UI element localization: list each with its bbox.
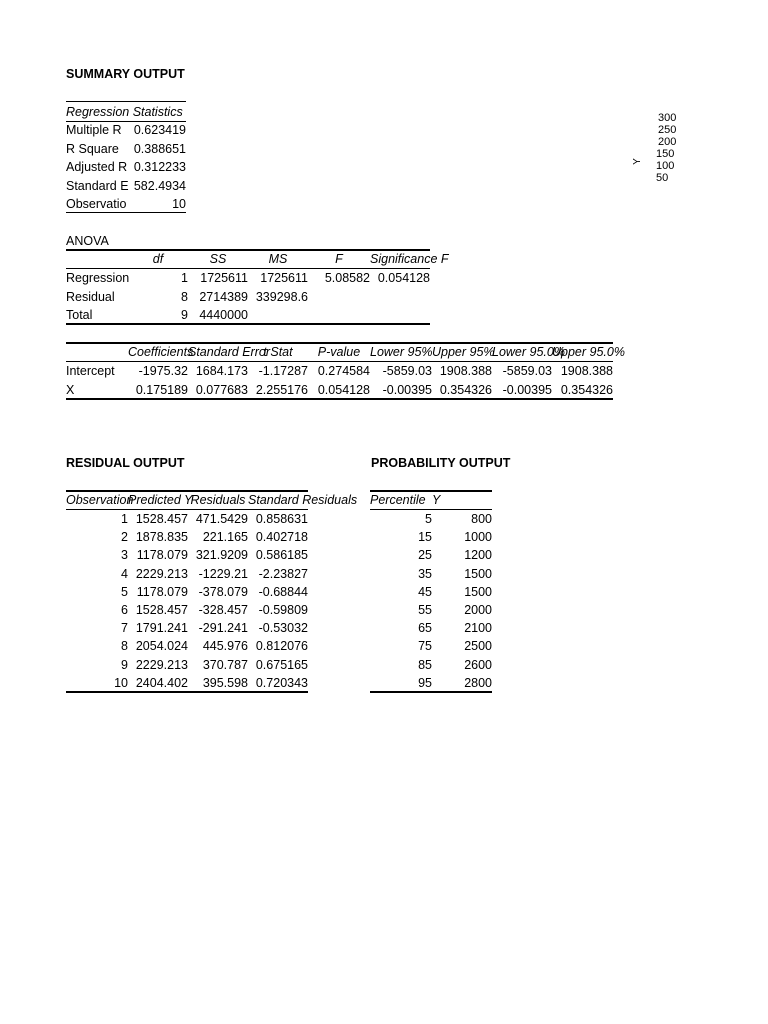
anova-cell bbox=[308, 288, 370, 306]
regstat-label: Multiple R bbox=[66, 123, 122, 137]
probability-title: PROBABILITY OUTPUT bbox=[371, 456, 511, 470]
coef-header-cell: Upper 95.0% bbox=[552, 345, 625, 359]
probability-cell: 2800 bbox=[464, 675, 492, 690]
probability-cell: 1200 bbox=[464, 548, 492, 563]
anova-header-cell: MS bbox=[268, 252, 288, 266]
anova-row-label: Total bbox=[66, 308, 93, 322]
probability-cell: 45 bbox=[418, 584, 432, 599]
residual-cell: 1178.079 bbox=[136, 584, 188, 599]
residual-cell: 0.586185 bbox=[255, 548, 308, 563]
coef-cell: 0.354326 bbox=[560, 382, 613, 397]
probability-bottom-rule bbox=[370, 691, 492, 693]
residual-cell: 1878.835 bbox=[135, 530, 188, 545]
probability-cell: 5 bbox=[425, 512, 432, 526]
residual-cell: 2 bbox=[121, 530, 128, 545]
residual-cell: 2229.213 bbox=[135, 566, 188, 581]
probability-header-cell: Y bbox=[432, 493, 441, 507]
probability-cell: 65 bbox=[418, 621, 432, 636]
coef-cell: 1908.388 bbox=[560, 364, 613, 378]
residual-cell: 4 bbox=[121, 566, 128, 581]
probability-cell: 75 bbox=[418, 639, 432, 654]
anova-cell: 1 bbox=[181, 271, 188, 285]
residual-cell: -0.68844 bbox=[258, 584, 308, 599]
residual-cell: 2054.024 bbox=[135, 639, 188, 654]
coef-cell: -5859.03 bbox=[502, 364, 552, 378]
coef-row-label: Intercept bbox=[66, 364, 115, 378]
coef-cell: 0.354326 bbox=[439, 382, 492, 397]
residual-cell: 370.787 bbox=[202, 657, 248, 672]
coef-header-cell: Upper 95% bbox=[432, 345, 495, 359]
anova-cell: 1725611 bbox=[200, 271, 248, 285]
residual-cell: 2404.402 bbox=[135, 675, 188, 690]
chart-tick-label: 300 bbox=[658, 112, 677, 124]
coef-cell: 2.255176 bbox=[255, 382, 308, 397]
anova-cell bbox=[370, 306, 430, 324]
coef-header-cell: P-value bbox=[317, 345, 361, 359]
regstat-label: Observatio bbox=[66, 197, 127, 211]
residual-cell: 7 bbox=[121, 621, 128, 636]
probability-cell: 55 bbox=[418, 603, 432, 617]
anova-cell: 1725611 bbox=[260, 271, 308, 285]
coef-cell: -1.17287 bbox=[258, 364, 308, 378]
anova-cell: 0.054128 bbox=[377, 271, 430, 285]
regstat-value: 0.623419 bbox=[133, 123, 186, 137]
coef-cell: -1975.32 bbox=[138, 364, 188, 378]
anova-cell: 5.08582 bbox=[324, 271, 370, 285]
residual-cell: 9 bbox=[121, 657, 128, 672]
residual-title: RESIDUAL OUTPUT bbox=[66, 456, 185, 470]
residual-cell: 10 bbox=[114, 675, 128, 690]
probability-cell: 35 bbox=[418, 566, 432, 581]
residual-header-cell: Predicted Y bbox=[128, 493, 193, 507]
residual-cell: 0.402718 bbox=[255, 530, 308, 545]
chart-tick-label: 250 bbox=[658, 124, 677, 136]
anova-title: ANOVA bbox=[66, 234, 109, 248]
residual-cell: 1528.457 bbox=[135, 603, 188, 617]
residual-cell: 0.858631 bbox=[255, 512, 308, 526]
anova-row-label: Residual bbox=[66, 289, 115, 304]
probability-cell: 2100 bbox=[464, 621, 492, 636]
residual-cell: -0.53032 bbox=[258, 621, 308, 636]
residual-cell: 6 bbox=[121, 603, 128, 617]
residual-cell: 1528.457 bbox=[135, 512, 188, 526]
coef-cell: 1684.173 bbox=[195, 364, 248, 378]
coef-cell: 1908.388 bbox=[439, 364, 492, 378]
regstat-header: Regression Statistics bbox=[66, 105, 183, 119]
probability-cell: 85 bbox=[418, 657, 432, 672]
regstat-value: 10 bbox=[172, 197, 186, 211]
residual-header-cell: Observation bbox=[66, 493, 134, 507]
chart-tick-label: 50 bbox=[656, 172, 669, 184]
regstat-value: 0.312233 bbox=[133, 160, 186, 174]
anova-bottom-rule bbox=[66, 323, 430, 325]
probability-cell: 2600 bbox=[464, 657, 492, 672]
chart-tick-label: 150 bbox=[656, 148, 675, 160]
coef-cell: 0.274584 bbox=[317, 364, 370, 378]
anova-header-cell: df bbox=[152, 252, 164, 266]
probability-cell: 25 bbox=[418, 548, 432, 563]
coef-header-cell: Standard Error bbox=[188, 345, 270, 359]
anova-cell bbox=[248, 306, 308, 324]
residual-cell: -0.59809 bbox=[258, 603, 308, 617]
chart-axis-label: Y bbox=[631, 158, 643, 165]
coef-cell: 0.054128 bbox=[317, 382, 370, 397]
probability-header-cell: Percentile bbox=[370, 493, 426, 507]
residual-cell: -2.23827 bbox=[258, 566, 308, 581]
residual-header-cell: Standard Residuals bbox=[248, 493, 358, 507]
coef-cell: -0.00395 bbox=[382, 382, 432, 397]
probability-cell: 95 bbox=[418, 675, 432, 690]
residual-cell: 395.598 bbox=[202, 675, 248, 690]
residual-cell: 221.165 bbox=[202, 530, 248, 545]
anova-cell: 2714389 bbox=[199, 289, 248, 304]
residual-cell: 1 bbox=[121, 512, 128, 526]
residual-cell: 1178.079 bbox=[136, 548, 188, 563]
coef-cell: 0.175189 bbox=[135, 382, 188, 397]
regstat-value: 0.388651 bbox=[133, 141, 186, 156]
anova-row-label: Regression bbox=[66, 271, 130, 285]
residual-cell: 0.675165 bbox=[255, 657, 308, 672]
probability-cell: 2000 bbox=[464, 603, 492, 617]
regstat-value: 582.4934 bbox=[133, 178, 186, 193]
regstat-label: R Square bbox=[66, 141, 119, 156]
anova-cell: 9 bbox=[181, 308, 188, 322]
residual-cell: -1229.21 bbox=[198, 566, 248, 581]
coef-header-cell: Lower 95% bbox=[370, 345, 433, 359]
residual-header-cell: Residuals bbox=[190, 493, 246, 507]
coef-header-cell: Lower 95.0% bbox=[492, 345, 565, 359]
chart-tick-label: 200 bbox=[658, 136, 677, 148]
regstat-top-rule bbox=[66, 101, 186, 102]
residual-cell: 3 bbox=[121, 548, 128, 563]
residual-cell: 2229.213 bbox=[135, 657, 188, 672]
residual-cell: -378.079 bbox=[198, 584, 248, 599]
probability-cell: 2500 bbox=[464, 639, 492, 654]
regstat-label: Standard E bbox=[66, 178, 129, 193]
residual-cell: -328.457 bbox=[198, 603, 248, 617]
residual-cell: 5 bbox=[121, 584, 128, 599]
regstat-label: Adjusted R bbox=[66, 160, 128, 174]
residual-cell: -291.241 bbox=[198, 621, 248, 636]
residual-cell: 0.812076 bbox=[255, 639, 308, 654]
coef-header-cell: Coefficients bbox=[128, 345, 194, 359]
residual-cell: 8 bbox=[121, 639, 128, 654]
summary-title: SUMMARY OUTPUT bbox=[66, 67, 185, 81]
coef-cell: -5859.03 bbox=[382, 364, 432, 378]
anova-cell: 8 bbox=[181, 289, 188, 304]
chart-tick-label: 100 bbox=[656, 160, 675, 172]
anova-header-cell: Significance F bbox=[370, 252, 449, 266]
residual-cell: 1791.241 bbox=[135, 621, 188, 636]
residual-cell: 321.9209 bbox=[195, 548, 248, 563]
anova-cell bbox=[308, 306, 370, 324]
probability-cell: 1000 bbox=[464, 530, 492, 545]
coef-header-cell: t Stat bbox=[263, 345, 293, 359]
probability-cell: 1500 bbox=[464, 584, 492, 599]
probability-cell: 800 bbox=[471, 512, 492, 526]
anova-header-cell: F bbox=[335, 252, 343, 266]
anova-header-cell: SS bbox=[209, 252, 227, 266]
residual-bottom-rule bbox=[66, 691, 308, 693]
residual-cell: 471.5429 bbox=[195, 512, 248, 526]
coef-row-label: X bbox=[66, 382, 75, 397]
coef-cell: -0.00395 bbox=[502, 382, 552, 397]
anova-cell: 4440000 bbox=[199, 308, 248, 322]
regstat-bottom-rule bbox=[66, 212, 186, 213]
anova-cell bbox=[370, 288, 430, 306]
probability-cell: 15 bbox=[418, 530, 432, 545]
coef-bottom-rule bbox=[66, 398, 613, 400]
coef-cell: 0.077683 bbox=[195, 382, 248, 397]
anova-cell: 339298.6 bbox=[255, 289, 308, 304]
residual-cell: 0.720343 bbox=[255, 675, 308, 690]
probability-cell: 1500 bbox=[464, 566, 492, 581]
residual-cell: 445.976 bbox=[202, 639, 248, 654]
